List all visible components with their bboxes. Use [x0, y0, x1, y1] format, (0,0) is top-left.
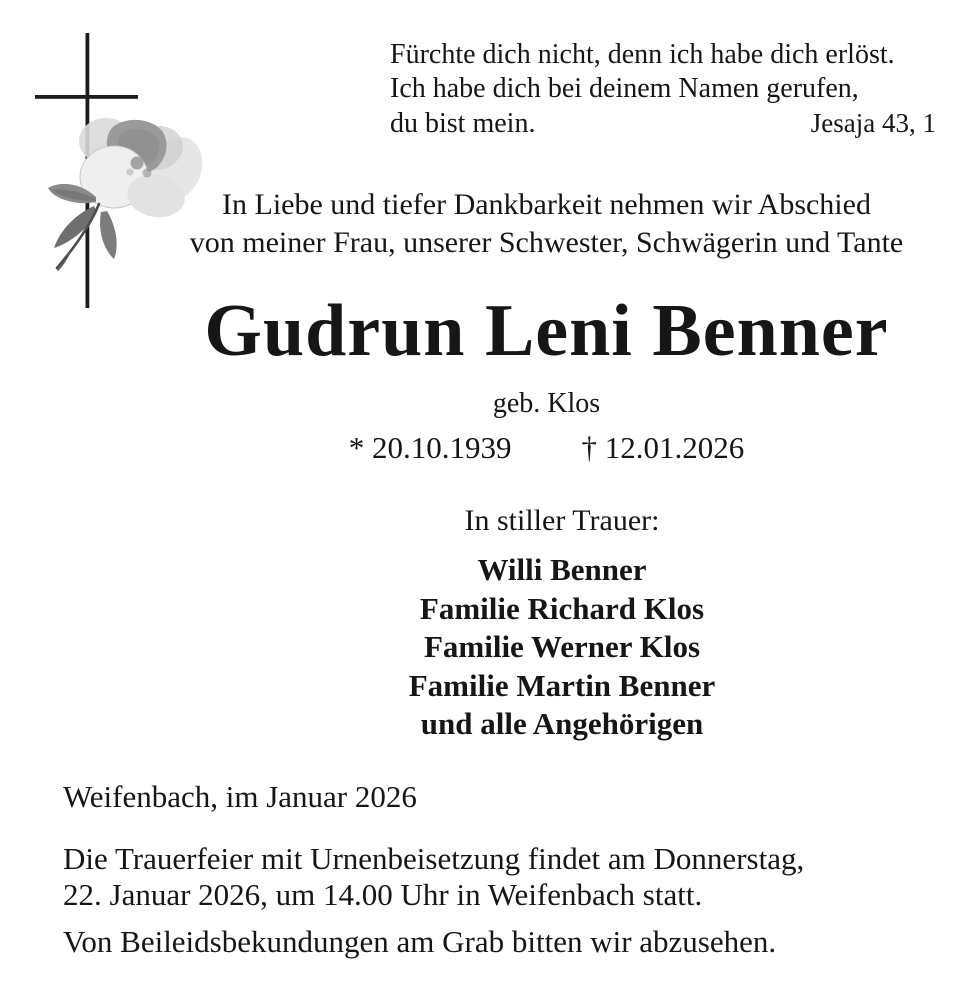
mourner-name: Familie Richard Klos — [419, 590, 705, 626]
intro-line-1: In Liebe und tiefer Dankbarkeit nehmen wir Abschied — [222, 188, 871, 221]
place-dateline: Weifenbach, im Januar 2026 — [63, 779, 417, 814]
quote-line-1: Fürchte dich nicht, denn ich habe dich erlöst. — [390, 39, 895, 70]
mourner-name: Willi Benner — [477, 552, 647, 587]
mourner-name: Familie Martin Benner — [408, 667, 716, 703]
mourner-name: und alle Angehörigen — [420, 706, 704, 741]
death-date: † 12.01.2026 — [581, 430, 745, 465]
quote-line-2: Ich habe dich bei deinem Namen gerufen, — [390, 73, 859, 104]
quote-line-3-row — [390, 106, 936, 141]
scripture-quote — [390, 38, 936, 141]
condolence-note: Von Beileidsbekundungen am Grab bitten wir abzusehen. — [63, 924, 777, 959]
quote-attribution: Jesaja 43, 1 — [810, 108, 936, 138]
intro-text — [126, 186, 967, 262]
funeral-info-line-1: Die Trauerfeier mit Urnenbeisetzung findet am Donnerstag, — [63, 841, 805, 876]
life-dates — [126, 430, 967, 466]
cross-and-rose-graphic — [0, 0, 230, 320]
mourner-name: Familie Werner Klos — [423, 629, 701, 664]
mourners-list — [157, 551, 967, 744]
deceased-name: Gudrun Leni Benner — [204, 290, 889, 372]
maiden-name: geb. Klos — [492, 388, 601, 419]
funeral-info-line-2: 22. Januar 2026, um 14.00 Uhr in Weifenbach statt. — [63, 877, 703, 912]
mourning-heading: In stiller Trauer: — [464, 504, 660, 537]
quote-line-3: du bist mein. — [390, 108, 536, 139]
birth-date: * 20.10.1939 — [348, 430, 512, 465]
funeral-info — [63, 841, 804, 913]
intro-line-2: von meiner Frau, unserer Schwester, Schwägerin und Tante — [189, 226, 904, 259]
